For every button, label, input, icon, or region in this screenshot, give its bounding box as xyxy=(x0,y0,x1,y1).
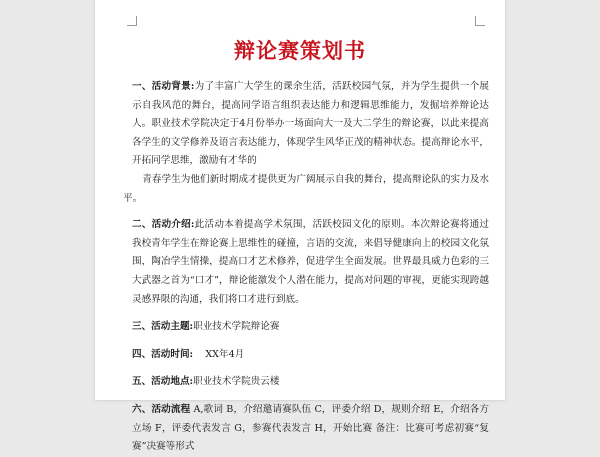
section-background xyxy=(123,78,489,171)
section-background-tail: 青春学生为他们新时期成才提供更为广阔展示自我的舞台，提高辩论队的实力及水平。 xyxy=(123,173,489,204)
section-time-text: XX年4月 xyxy=(205,348,245,360)
section-theme-text: 职业技术学院辩论赛 xyxy=(193,321,280,333)
document-page xyxy=(95,0,505,453)
section-theme-label: 三、活动主题: xyxy=(132,321,194,333)
crop-mark-top-right xyxy=(475,16,485,26)
document-title: 辩论赛策划书 xyxy=(234,38,366,63)
section-background-text: 为了丰富广大学生的课余生活，活跃校园气氛，并为学生提供一个展示自我风范的舞台，提高同学语言组织表达能力和逻辑思维能力，发掘培养辩论达人。职业技术学院决定于4月份举办一场面向大一及大二学生的辩论赛，以此来提高各学生的文学修养及语言表达能力，体现学生风华正茂的精神状态。提高辩论水平，开拓同学思维，激励有才华的 xyxy=(132,81,489,167)
section-location xyxy=(123,373,489,392)
section-introduction-label: 二、活动介绍: xyxy=(132,219,195,231)
section-process-text: A,歌词 B，介绍邀请赛队伍 C，评委介绍 D，规则介绍 E，介绍各方立场 F，评委代表发言 G，参赛代表发言 H，开始比赛 备注：比赛可考虑初赛“复赛”决赛等形式 xyxy=(132,403,489,453)
section-location-label: 五、活动地点: xyxy=(132,376,194,388)
section-introduction-text: 此活动本着提高学术氛围，活跃校园文化的原则。本次辩论赛将通过我校青年学生在辩论赛上思维性的碰撞，言语的交流，来倡导健康向上的校园文化氛围，陶冶学生情操，提高口才艺术修养，促进学生全面发展。世界最具威力色彩的三大武器之首为“口才”，辩论能激发个人潜在能力，提高对问题的审视，更能实现跨越灵感界限的沟通，我们将口才进行到底。 xyxy=(132,219,489,305)
section-introduction xyxy=(123,216,489,309)
section-time xyxy=(123,346,489,365)
section-background-label: 一、活动背景: xyxy=(132,81,195,92)
document-body xyxy=(123,78,489,457)
section-process xyxy=(123,401,489,457)
section-theme xyxy=(123,318,489,337)
section-process-label: 六、活动流程 xyxy=(132,403,191,415)
crop-mark-top-left xyxy=(127,16,137,26)
section-location-text: 职业技术学院贵云楼 xyxy=(193,376,280,388)
section-time-label: 四、活动时间: xyxy=(132,348,194,360)
